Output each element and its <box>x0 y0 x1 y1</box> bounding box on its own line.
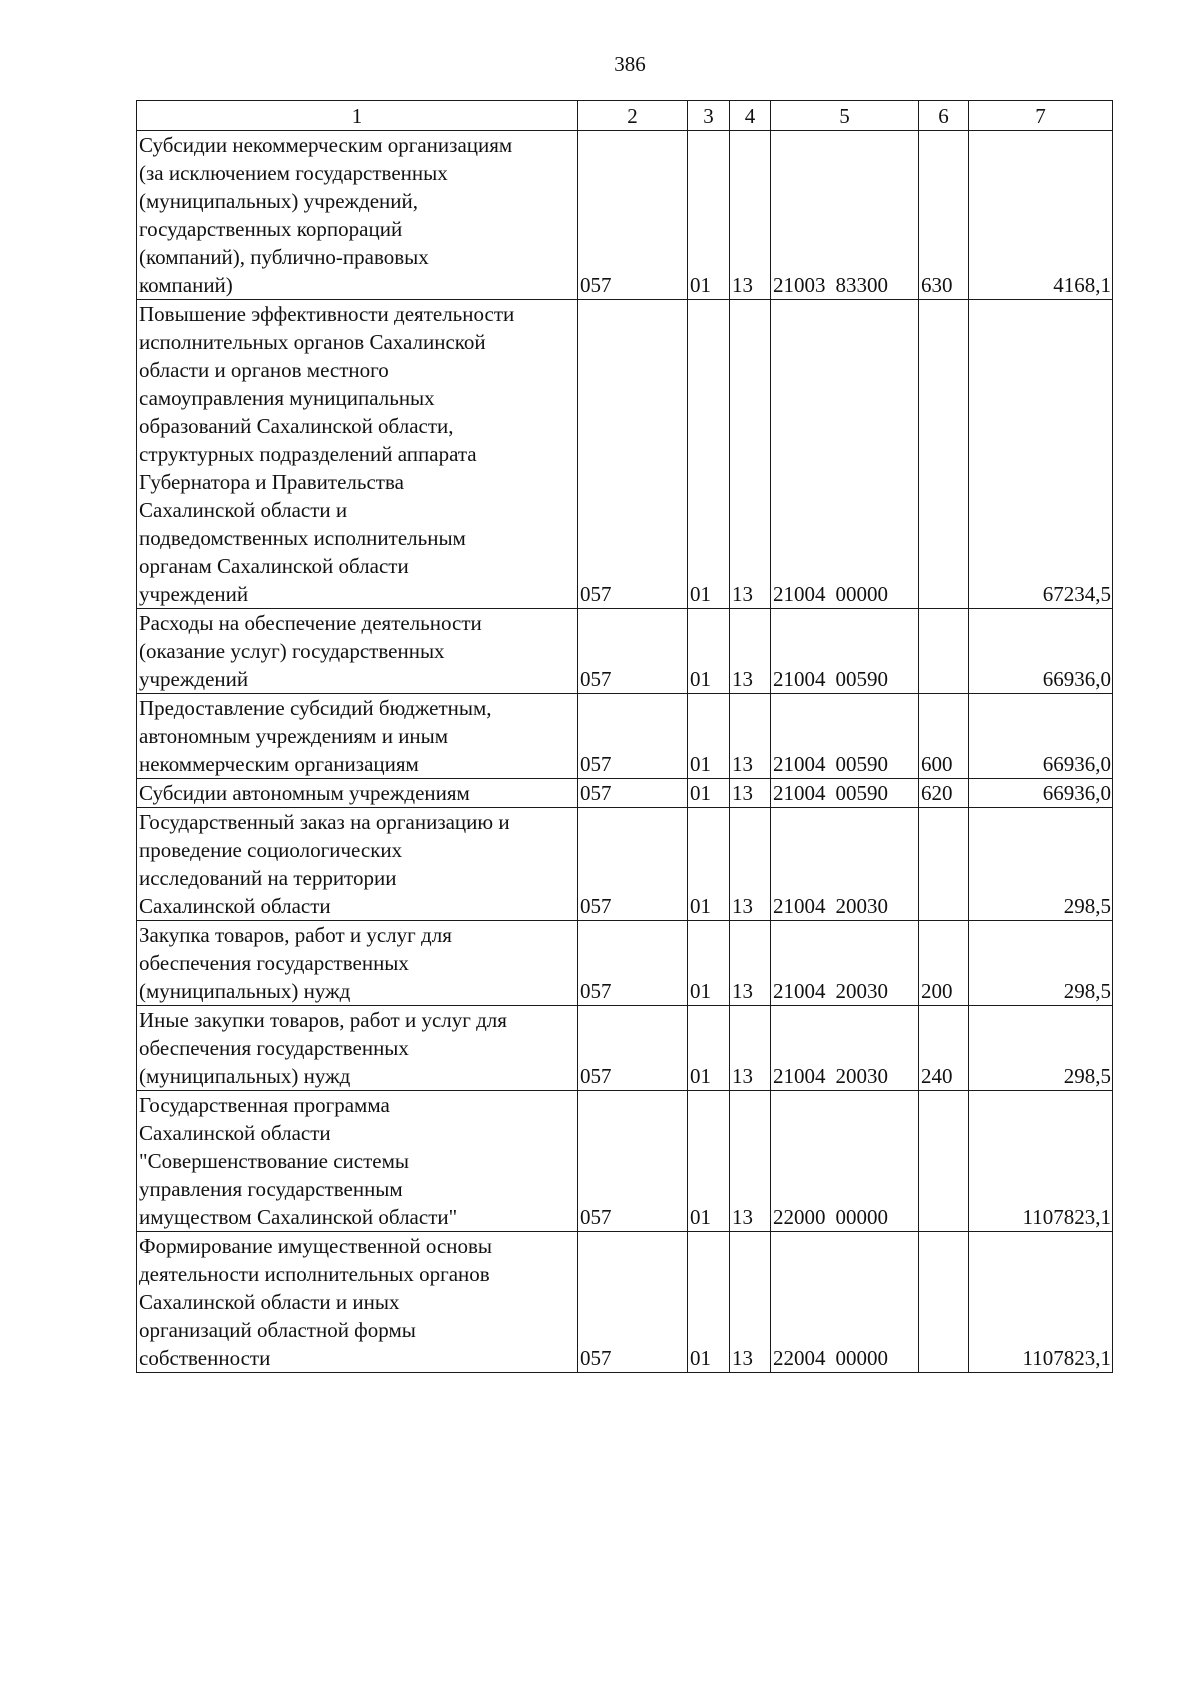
table-row <box>137 609 1113 694</box>
row-target-article-program: 22004 <box>773 1346 826 1370</box>
page-number: 386 <box>614 52 646 76</box>
row-name-line: (за исключением государственных <box>139 161 448 185</box>
row-target-article <box>771 1232 919 1373</box>
row-admin-code: 057 <box>578 694 688 779</box>
row-subsection: 13 <box>730 779 771 808</box>
header-col-2: 2 <box>578 101 688 131</box>
row-admin-code: 057 <box>578 779 688 808</box>
row-target-article-direction: 20030 <box>835 894 888 918</box>
row-section: 01 <box>688 808 730 921</box>
row-target-article <box>771 609 919 694</box>
row-target-article <box>771 131 919 300</box>
row-section: 01 <box>688 131 730 300</box>
header-col-1: 1 <box>137 101 578 131</box>
header-col-7: 7 <box>969 101 1113 131</box>
row-subsection: 13 <box>730 694 771 779</box>
row-name-line: Государственная программа <box>139 1093 390 1117</box>
row-name-line: управления государственным <box>139 1177 403 1201</box>
row-name-line: (муниципальных) нужд <box>139 979 351 1003</box>
row-name <box>137 694 578 779</box>
row-name-line: обеспечения государственных <box>139 1036 409 1060</box>
row-name-line: Предоставление субсидий бюджетным, <box>139 696 492 720</box>
row-name-line: организаций областной формы <box>139 1318 416 1342</box>
row-name-line: Губернатора и Правительства <box>139 470 404 494</box>
row-amount: 4168,1 <box>969 131 1113 300</box>
row-target-article-program: 22000 <box>773 1205 826 1229</box>
row-name-line: Закупка товаров, работ и услуг для <box>139 923 452 947</box>
row-amount: 66936,0 <box>969 694 1113 779</box>
row-subsection: 13 <box>730 1006 771 1091</box>
table-row <box>137 921 1113 1006</box>
row-admin-code: 057 <box>578 921 688 1006</box>
row-target-article-program: 21003 <box>773 273 826 297</box>
row-name-line: государственных корпораций <box>139 217 403 241</box>
row-target-article-program: 21004 <box>773 979 826 1003</box>
row-name-line: собственности <box>139 1346 271 1370</box>
row-expense-type: 200 <box>919 921 969 1006</box>
row-name-line: имуществом Сахалинской области" <box>139 1205 458 1229</box>
row-name-line: автономным учреждениям и иным <box>139 724 449 748</box>
row-name-line: компаний) <box>139 273 233 297</box>
row-target-article-direction: 20030 <box>835 979 888 1003</box>
row-admin-code: 057 <box>578 1091 688 1232</box>
row-amount: 298,5 <box>969 921 1113 1006</box>
row-name-line: Формирование имущественной основы <box>139 1234 493 1258</box>
row-expense-type: 600 <box>919 694 969 779</box>
row-target-article <box>771 1006 919 1091</box>
row-target-article-direction: 00000 <box>835 1205 888 1229</box>
row-name-line: проведение социологических <box>139 838 403 862</box>
row-section: 01 <box>688 921 730 1006</box>
row-expense-type <box>919 808 969 921</box>
table-row <box>137 1232 1113 1373</box>
row-admin-code: 057 <box>578 808 688 921</box>
row-target-article-program: 21004 <box>773 582 826 606</box>
row-name-line: Субсидии автономным учреждениям <box>139 781 470 805</box>
row-target-article-program: 21004 <box>773 1064 826 1088</box>
row-name-line: (муниципальных) учреждений, <box>139 189 418 213</box>
row-name-line: Иные закупки товаров, работ и услуг для <box>139 1008 507 1032</box>
row-name <box>137 300 578 609</box>
row-name-line: области и органов местного <box>139 358 389 382</box>
row-expense-type <box>919 609 969 694</box>
row-admin-code: 057 <box>578 1006 688 1091</box>
header-col-5: 5 <box>771 101 919 131</box>
row-name-line: (муниципальных) нужд <box>139 1064 351 1088</box>
row-expense-type: 240 <box>919 1006 969 1091</box>
row-name-line: структурных подразделений аппарата <box>139 442 477 466</box>
row-section: 01 <box>688 300 730 609</box>
row-name-line: деятельности исполнительных органов <box>139 1262 490 1286</box>
row-amount: 66936,0 <box>969 609 1113 694</box>
row-section: 01 <box>688 1006 730 1091</box>
table-row <box>137 694 1113 779</box>
row-name-line: Субсидии некоммерческим организациям <box>139 133 513 157</box>
table-body <box>137 131 1113 1373</box>
row-target-article-direction: 20030 <box>835 1064 888 1088</box>
row-name-line: учреждений <box>139 582 249 606</box>
row-subsection: 13 <box>730 1091 771 1232</box>
header-col-6: 6 <box>919 101 969 131</box>
row-section: 01 <box>688 609 730 694</box>
row-target-article <box>771 300 919 609</box>
row-expense-type <box>919 1091 969 1232</box>
row-expense-type <box>919 300 969 609</box>
row-expense-type: 620 <box>919 779 969 808</box>
row-target-article-direction: 00590 <box>835 667 888 691</box>
row-amount: 298,5 <box>969 1006 1113 1091</box>
row-amount: 1107823,1 <box>969 1232 1113 1373</box>
row-name <box>137 808 578 921</box>
table-row <box>137 300 1113 609</box>
row-name <box>137 131 578 300</box>
row-target-article-direction: 00590 <box>835 752 888 776</box>
row-target-article-program: 21004 <box>773 894 826 918</box>
row-name-line: Повышение эффективности деятельности <box>139 302 515 326</box>
row-section: 01 <box>688 1091 730 1232</box>
row-name-line: (оказание услуг) государственных <box>139 639 445 663</box>
row-target-article <box>771 808 919 921</box>
row-subsection: 13 <box>730 609 771 694</box>
row-target-article-program: 21004 <box>773 781 826 805</box>
row-target-article-direction: 00000 <box>835 1346 888 1370</box>
row-target-article-direction: 83300 <box>835 273 888 297</box>
row-name-line: самоуправления муниципальных <box>139 386 435 410</box>
table-row <box>137 131 1113 300</box>
row-name <box>137 779 578 808</box>
row-admin-code: 057 <box>578 300 688 609</box>
row-section: 01 <box>688 779 730 808</box>
row-name-line: учреждений <box>139 667 249 691</box>
table-row <box>137 1091 1113 1232</box>
row-target-article-direction: 00590 <box>835 781 888 805</box>
row-name-line: органам Сахалинской области <box>139 554 409 578</box>
header-col-4: 4 <box>730 101 771 131</box>
row-name-line: Государственный заказ на организацию и <box>139 810 510 834</box>
row-amount: 1107823,1 <box>969 1091 1113 1232</box>
row-name-line: Расходы на обеспечение деятельности <box>139 611 482 635</box>
row-admin-code: 057 <box>578 1232 688 1373</box>
row-name-line: исследований на территории <box>139 866 397 890</box>
row-subsection: 13 <box>730 808 771 921</box>
row-target-article <box>771 921 919 1006</box>
row-name <box>137 609 578 694</box>
row-target-article <box>771 694 919 779</box>
row-admin-code: 057 <box>578 131 688 300</box>
row-name <box>137 1232 578 1373</box>
budget-table <box>136 100 1113 1373</box>
row-subsection: 13 <box>730 1232 771 1373</box>
row-target-article-program: 21004 <box>773 752 826 776</box>
row-name-line: Сахалинской области и <box>139 498 348 522</box>
row-name-line: некоммерческим организациям <box>139 752 419 776</box>
row-name-line: подведомственных исполнительным <box>139 526 466 550</box>
row-section: 01 <box>688 1232 730 1373</box>
row-name <box>137 921 578 1006</box>
row-expense-type <box>919 1232 969 1373</box>
row-target-article <box>771 779 919 808</box>
row-section: 01 <box>688 694 730 779</box>
row-name-line: обеспечения государственных <box>139 951 409 975</box>
row-name-line: Сахалинской области и иных <box>139 1290 400 1314</box>
row-subsection: 13 <box>730 131 771 300</box>
table-row <box>137 779 1113 808</box>
row-admin-code: 057 <box>578 609 688 694</box>
row-target-article-direction: 00000 <box>835 582 888 606</box>
row-name-line: "Совершенствование системы <box>139 1149 409 1173</box>
row-name-line: Сахалинской области <box>139 1121 331 1145</box>
row-target-article <box>771 1091 919 1232</box>
header-col-3: 3 <box>688 101 730 131</box>
row-target-article-program: 21004 <box>773 667 826 691</box>
row-name-line: Сахалинской области <box>139 894 331 918</box>
row-name <box>137 1091 578 1232</box>
row-amount: 67234,5 <box>969 300 1113 609</box>
table-row <box>137 1006 1113 1091</box>
row-name-line: исполнительных органов Сахалинской <box>139 330 486 354</box>
row-subsection: 13 <box>730 300 771 609</box>
table-row <box>137 808 1113 921</box>
row-subsection: 13 <box>730 921 771 1006</box>
row-name-line: образований Сахалинской области, <box>139 414 454 438</box>
table-header <box>137 101 1113 131</box>
row-name <box>137 1006 578 1091</box>
row-name-line: (компаний), публично-правовых <box>139 245 429 269</box>
row-amount: 66936,0 <box>969 779 1113 808</box>
row-expense-type: 630 <box>919 131 969 300</box>
row-amount: 298,5 <box>969 808 1113 921</box>
